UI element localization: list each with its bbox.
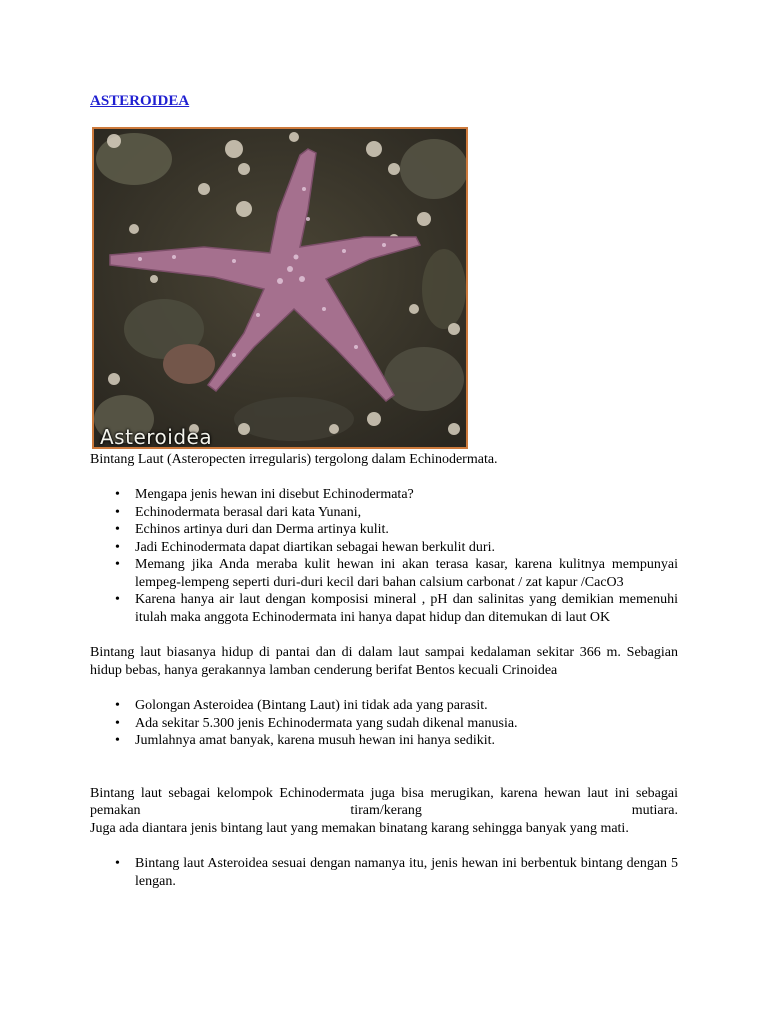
spacer <box>90 750 678 785</box>
starfish-illustration <box>94 129 466 447</box>
bullet-list-2 <box>90 697 678 750</box>
list-item: • Jumlahnya amat banyak, karena musuh hewan ini hanya sedikit. <box>135 732 678 750</box>
spacer <box>90 679 678 697</box>
list-item: • Jadi Echinodermata dapat diartikan sebagai hewan berkulit duri. <box>135 539 678 557</box>
starfish-photo <box>92 127 468 449</box>
spacer <box>90 468 678 486</box>
list-item: • Ada sekitar 5.300 jenis Echinodermata yang sudah dikenal manusia. <box>135 715 678 733</box>
list-item: • Memang jika Anda meraba kulit hewan ini akan terasa kasar, karena kulitnya mempunyai lempeg-lempeng seperti duri-duri kecil dari bahan calsium carbonat / zat kapur /CacO3 <box>135 556 678 591</box>
document-page <box>90 93 678 890</box>
list-item: • Mengapa jenis hewan ini disebut Echinodermata? <box>135 486 678 504</box>
paragraph-harm-continued: Juga ada diantara jenis bintang laut yang memakan binatang karang sehingga banyak yang mati. <box>90 820 629 836</box>
figure-caption: Bintang Laut (Asteropecten irregularis) tergolong dalam Echinodermata. <box>90 451 498 467</box>
bullet-list-3 <box>90 855 678 890</box>
paragraph-harm: Bintang laut sebagai kelompok Echinodermata juga bisa merugikan, karena hewan laut ini sebagai pemakan tiram/kerang mutiara. <box>90 785 678 818</box>
bullet-list-1 <box>90 486 678 626</box>
paragraph-habitat: Bintang laut biasanya hidup di pantai dan di dalam laut sampai kedalaman sekitar 366 m. Sebagian hidup bebas, hanya gerakannya lamban cenderung berifat Bentos kecuali Crinoidea <box>90 645 678 678</box>
photo-watermark-label: Asteroidea <box>100 425 213 449</box>
spacer <box>90 626 678 644</box>
list-item: • Karena hanya air laut dengan komposisi mineral , pH dan salinitas yang demikian memenuhi itulah maka anggota Echinodermata ini hanya dapat hidup dan ditemukan di laut OK <box>135 591 678 626</box>
page-title-link[interactable]: ASTEROIDEA <box>90 93 190 109</box>
list-item: • Echinodermata berasal dari kata Yunani, <box>135 504 678 522</box>
spacer <box>90 837 678 855</box>
list-item: • Bintang laut Asteroidea sesuai dengan namanya itu, jenis hewan ini berbentuk bintang dengan 5 lengan. <box>135 855 678 890</box>
list-item: • Echinos artinya duri dan Derma artinya kulit. <box>135 521 678 539</box>
list-item: • Golongan Asteroidea (Bintang Laut) ini tidak ada yang parasit. <box>135 697 678 715</box>
